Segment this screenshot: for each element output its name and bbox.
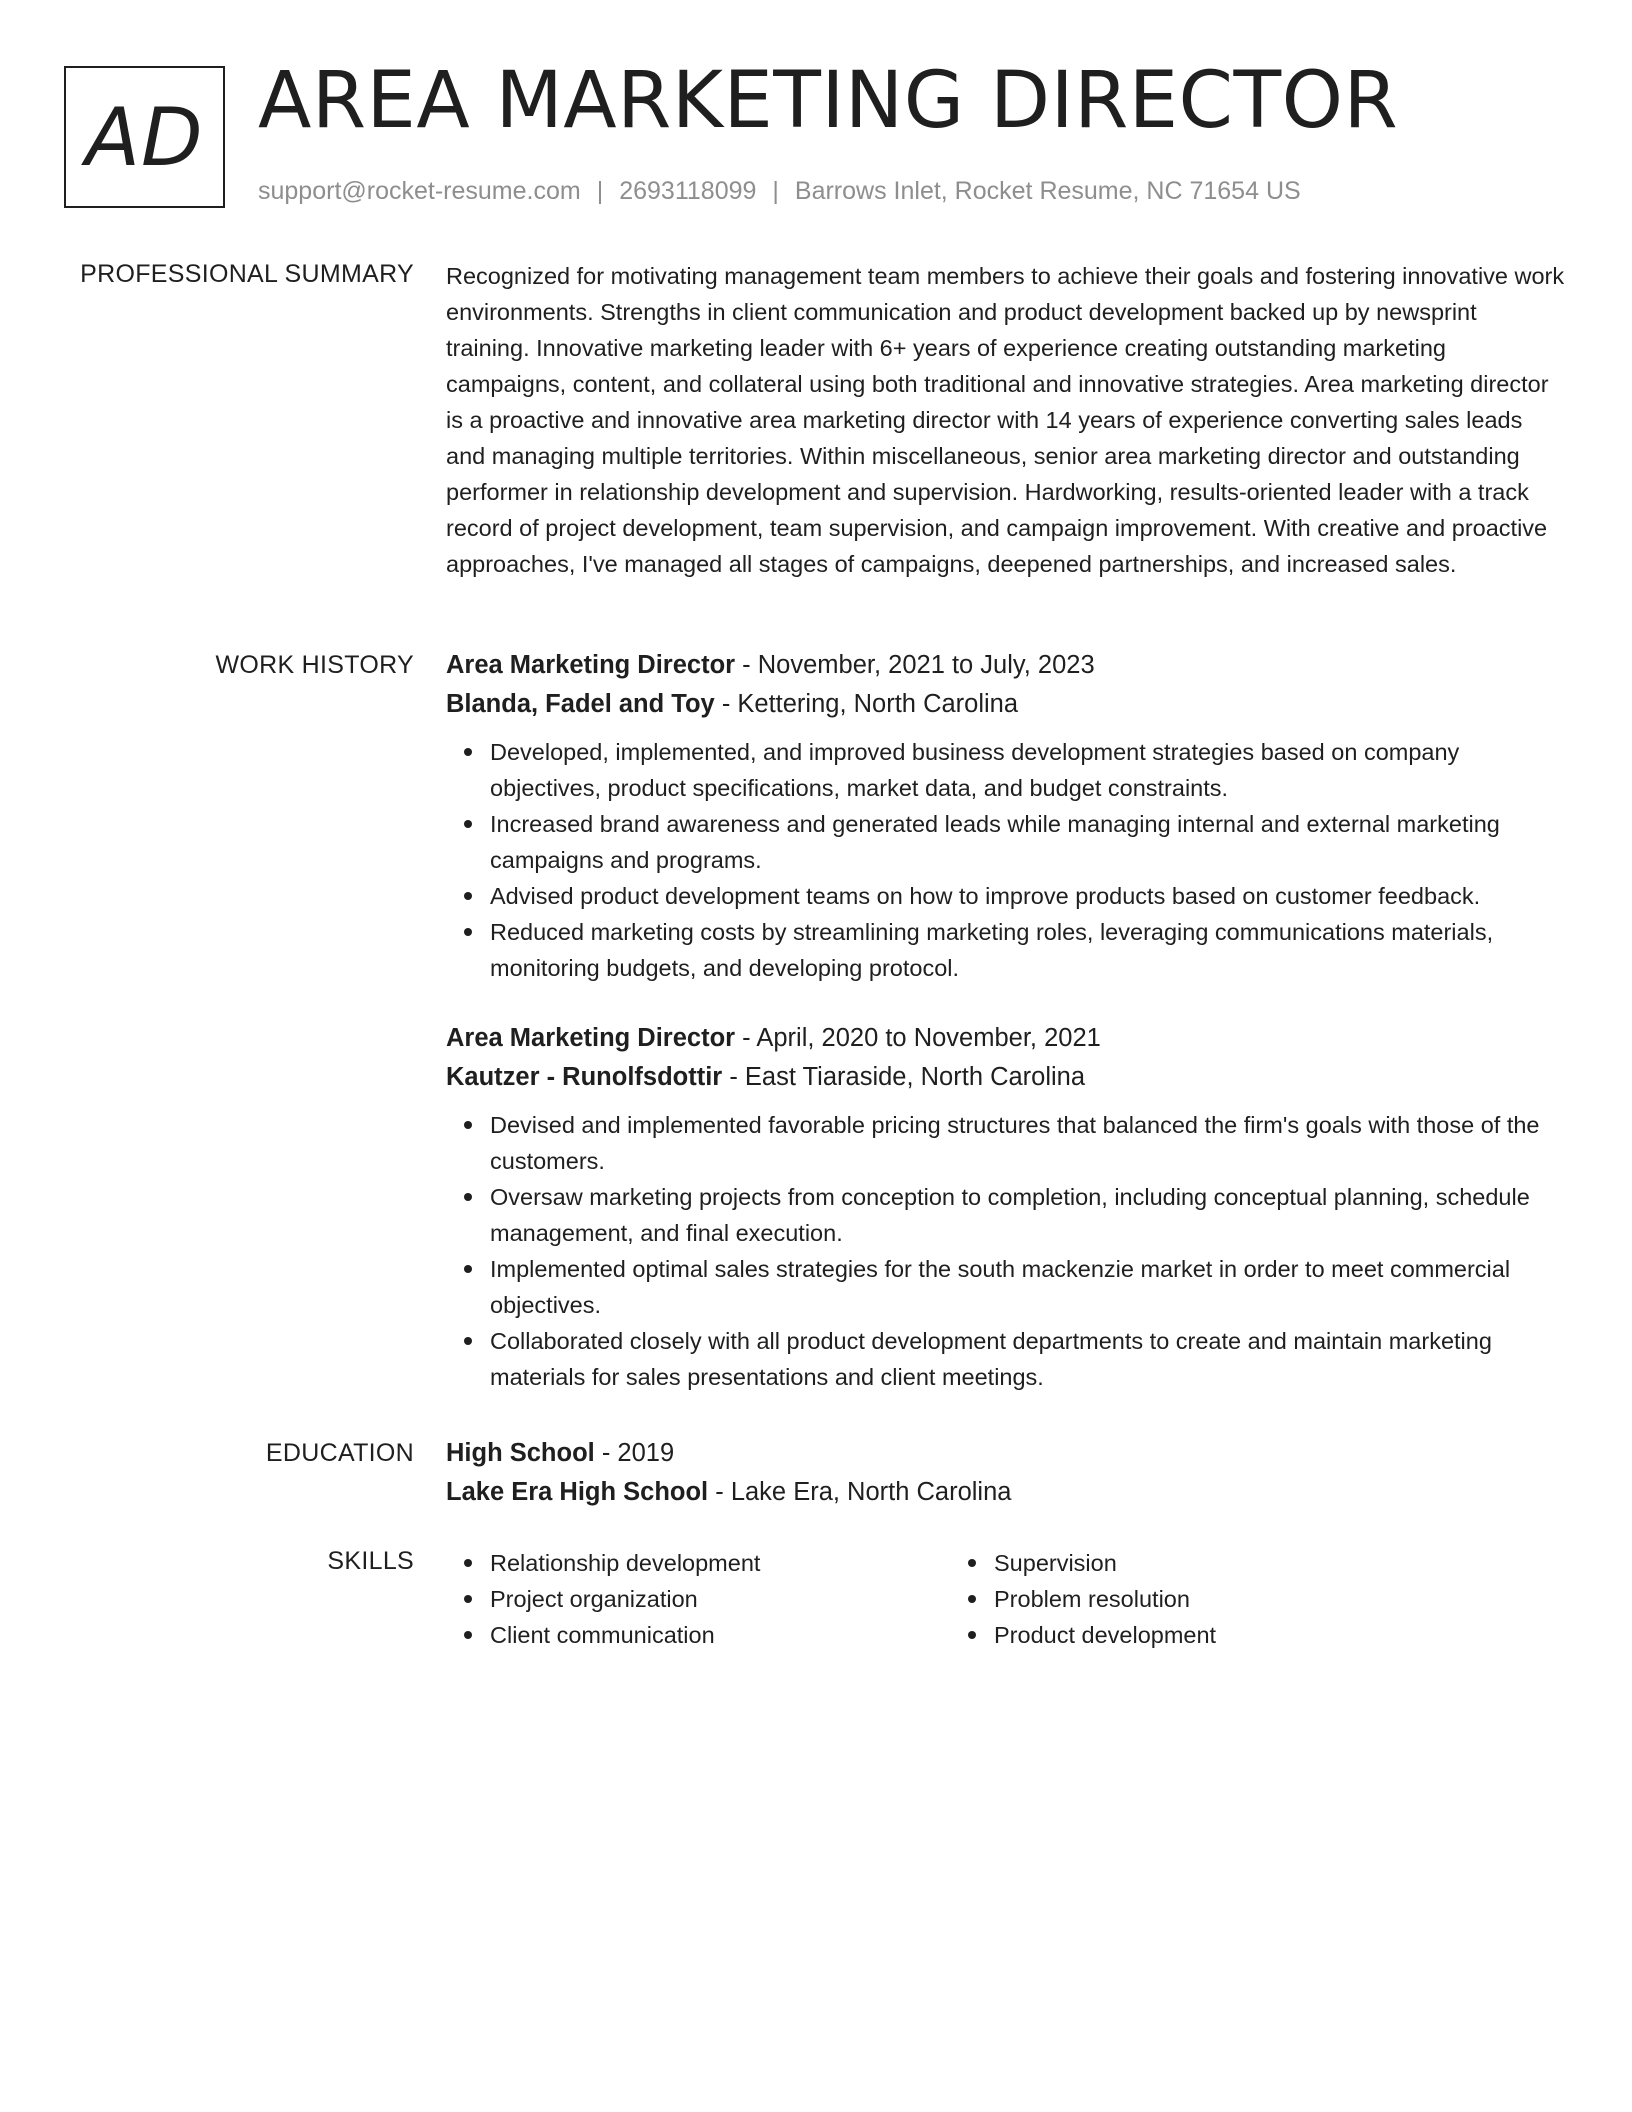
education-body [446, 1434, 1566, 1512]
job-company-line [446, 1058, 1566, 1097]
contact-address: Barrows Inlet, Rocket Resume, NC 71654 US [794, 177, 1301, 205]
skills-body [446, 1545, 1566, 1653]
job-title-line [446, 1019, 1566, 1058]
job-title-line [446, 646, 1566, 685]
job-location: - Kettering, North Carolina [714, 690, 1019, 718]
job-entry [446, 1019, 1566, 1395]
contact-line [258, 174, 1301, 208]
job-bullet-list [446, 1107, 1566, 1395]
job-bullet: Increased brand awareness and generated leads while managing internal and external marketing campaigns and programs. [490, 806, 1566, 878]
skill-item: Client communication [490, 1617, 950, 1653]
education-degree-line [446, 1434, 1566, 1473]
education-school-line [446, 1473, 1566, 1512]
job-bullet: Devised and implemented favorable pricing structures that balanced the firm's goals with those of the customers. [490, 1107, 1566, 1179]
skills-list-right [950, 1545, 1454, 1653]
job-bullet: Oversaw marketing projects from conception to completion, including conceptual planning, schedule management, and final execution. [490, 1179, 1566, 1251]
job-bullet: Developed, implemented, and improved business development strategies based on company objectives, product specifications, market data, and budget constraints. [490, 734, 1566, 806]
job-title: Area Marketing Director [446, 651, 736, 679]
job-bullet: Implemented optimal sales strategies for the south mackenzie market in order to meet commercial objectives. [490, 1251, 1566, 1323]
skill-item: Supervision [994, 1545, 1454, 1581]
contact-email: support@rocket-resume.com [258, 177, 581, 205]
section-label-work-history: WORK HISTORY [215, 651, 414, 679]
skills-columns [446, 1545, 1566, 1653]
education-degree: High School [446, 1439, 595, 1467]
skill-item: Project organization [490, 1581, 950, 1617]
job-company: Blanda, Fadel and Toy [446, 690, 715, 718]
job-dates: - November, 2021 to July, 2023 [735, 651, 1095, 679]
job-title: Area Marketing Director [446, 1024, 736, 1052]
education-school: Lake Era High School [446, 1478, 709, 1506]
contact-phone: 2693118099 [619, 177, 757, 205]
job-location: - East Tiaraside, North Carolina [722, 1063, 1086, 1091]
skills-list-left [446, 1545, 950, 1653]
job-bullet: Collaborated closely with all product development departments to create and maintain marketing materials for sales presentations and client meetings. [490, 1323, 1566, 1395]
job-bullet: Advised product development teams on how to improve products based on customer feedback. [490, 878, 1566, 914]
job-company-line [446, 685, 1566, 724]
job-bullet-list [446, 734, 1566, 986]
skill-item: Relationship development [490, 1545, 950, 1581]
monogram-logo: AD [64, 66, 225, 208]
job-company: Kautzer - Runolfsdottir [446, 1063, 723, 1091]
job-dates: - April, 2020 to November, 2021 [735, 1024, 1101, 1052]
job-bullet: Reduced marketing costs by streamlining marketing roles, leveraging communications materials, monitoring budgets, and developing protocol. [490, 914, 1566, 986]
education-year: - 2019 [594, 1439, 675, 1467]
contact-separator: | [596, 177, 604, 205]
resume-title: AREA MARKETING DIRECTOR [258, 56, 1399, 146]
summary-body [446, 258, 1566, 582]
education-location: - Lake Era, North Carolina [708, 1478, 1012, 1506]
skill-item: Product development [994, 1617, 1454, 1653]
skill-item: Problem resolution [994, 1581, 1454, 1617]
job-entry [446, 646, 1566, 986]
section-label-summary: PROFESSIONAL SUMMARY [80, 260, 414, 288]
contact-separator: | [772, 177, 779, 205]
work-history-body [446, 646, 1566, 1395]
section-label-skills: SKILLS [327, 1547, 414, 1575]
summary-text: Recognized for motivating management team members to achieve their goals and fostering innovative work environments. Strengths in client communication and product development backed up by newsprint training. Innovative marketing leader with 6+ years of experience creating outstanding marketing campaigns, content, and collateral using both traditional and innovative strategies. Area marketing director is a proactive and innovative area marketing director with 14 years of experience converting sales leads and managing multiple territories. Within miscellaneous, senior area marketing director and outstanding performer in relationship development and supervision. Hardworking, results-oriented leader with a track record of project development, team supervision, and campaign improvement. With creative and proactive approaches, I've managed all stages of campaigns, deepened partnerships, and increased sales. [446, 263, 1565, 577]
section-label-education: EDUCATION [265, 1439, 414, 1467]
